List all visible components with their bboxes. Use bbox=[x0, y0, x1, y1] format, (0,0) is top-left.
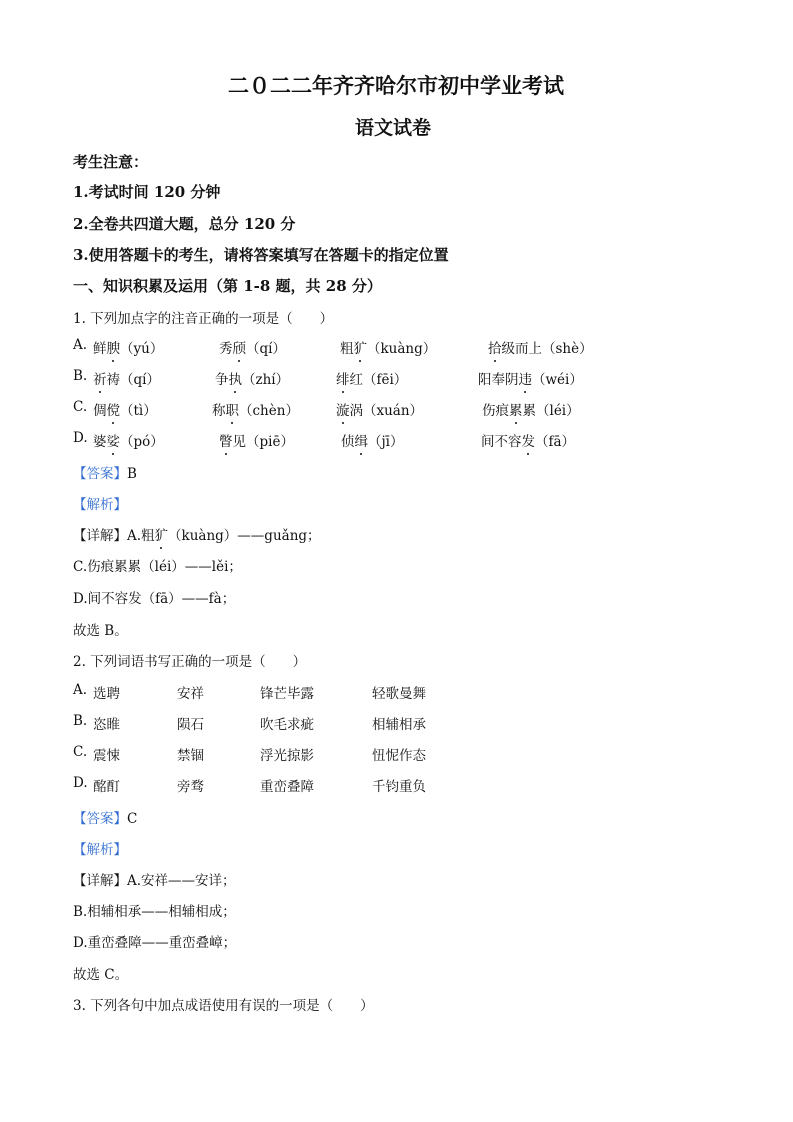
option-item: 称职（chèn） bbox=[212, 399, 299, 419]
option-label: D. bbox=[73, 775, 88, 791]
question-stem: 1. 下列加点字的注音正确的一项是（ ） bbox=[73, 311, 334, 327]
notice-item: 3.使用答题卡的考生，请将答案填写在答题卡的指定位置 bbox=[73, 246, 449, 264]
option-item: 间不容发（fā） bbox=[481, 430, 575, 450]
option-word: 陨石 bbox=[177, 717, 204, 733]
option-word: 相辅相承 bbox=[372, 717, 426, 733]
option-label: C. bbox=[73, 399, 88, 415]
option-label: A. bbox=[73, 682, 88, 698]
option-label: B. bbox=[73, 713, 88, 729]
option-label: B. bbox=[73, 368, 88, 384]
analysis-line: 故选 C。 bbox=[73, 967, 129, 983]
option-word: 恣睢 bbox=[93, 717, 120, 733]
option-word: 酩酊 bbox=[93, 779, 120, 795]
option-item: 婆娑（pó） bbox=[93, 430, 164, 450]
notice-item: 1.考试时间 120 分钟 bbox=[73, 183, 221, 201]
option-item: 漩涡（xuán） bbox=[336, 399, 423, 419]
analysis-label: 【解析】 bbox=[73, 497, 127, 513]
answer-value: B bbox=[127, 466, 137, 482]
option-item: 伤痕累累（léi） bbox=[482, 399, 580, 419]
option-word: 浮光掠影 bbox=[260, 748, 314, 764]
question-stem: 3. 下列各句中加点成语使用有误的一项是（ ） bbox=[73, 998, 374, 1014]
answer-label: 【答案】 bbox=[73, 811, 127, 827]
answer-line bbox=[73, 462, 137, 482]
option-item: 瞥见（piē） bbox=[219, 430, 294, 450]
option-item: 倜傥（tì） bbox=[93, 399, 157, 419]
option-word: 锋芒毕露 bbox=[260, 686, 314, 702]
analysis-line: D.重峦叠障——重峦叠嶂； bbox=[73, 935, 237, 951]
analysis-line: B.相辅相承——相辅相成； bbox=[73, 904, 236, 920]
answer-line bbox=[73, 807, 137, 827]
analysis-line: C.伤痕累累（léi）——lěi； bbox=[73, 559, 242, 575]
analysis-line: 故选 B。 bbox=[73, 623, 128, 639]
option-label: A. bbox=[73, 337, 88, 353]
option-word: 吹毛求疵 bbox=[260, 717, 314, 733]
option-label: D. bbox=[73, 430, 88, 446]
option-word: 旁骛 bbox=[177, 779, 204, 795]
option-item: 祈祷（qí） bbox=[93, 368, 160, 388]
option-item: 拾级而上（shè） bbox=[488, 337, 593, 357]
option-word: 轻歌曼舞 bbox=[372, 686, 426, 702]
option-word: 震悚 bbox=[93, 748, 120, 764]
option-item: 秀颀（qí） bbox=[219, 337, 286, 357]
option-item: 争执（zhí） bbox=[215, 368, 289, 388]
answer-label: 【答案】 bbox=[73, 466, 127, 482]
detail-line: 【详解】A.粗犷（kuàng）——guǎng； bbox=[73, 524, 321, 544]
option-label: C. bbox=[73, 744, 88, 760]
notice-item: 2.全卷共四道大题，总分 120 分 bbox=[73, 215, 296, 233]
option-word: 禁锢 bbox=[177, 748, 204, 764]
section-heading: 一、知识积累及运用（第 1-8 题，共 28 分） bbox=[73, 277, 382, 295]
page-subtitle: 语文试卷 bbox=[355, 117, 432, 139]
option-word: 重峦叠障 bbox=[260, 779, 314, 795]
option-word: 选聘 bbox=[93, 686, 120, 702]
option-word: 千钧重负 bbox=[372, 779, 426, 795]
option-word: 安祥 bbox=[177, 686, 204, 702]
analysis-line: D.间不容发（fā）——fà； bbox=[73, 591, 236, 607]
analysis-label: 【解析】 bbox=[73, 842, 127, 858]
answer-value: C bbox=[127, 811, 138, 827]
option-item: 阳奉阴违（wéi） bbox=[478, 368, 583, 388]
detail-line: 【详解】A.安祥——安详； bbox=[73, 873, 236, 889]
option-item: 侦缉（jī） bbox=[341, 430, 404, 450]
option-item: 粗犷（kuàng） bbox=[340, 337, 436, 357]
option-item: 绯红（fēi） bbox=[336, 368, 407, 388]
option-item: 鲜腴（yú） bbox=[93, 337, 163, 357]
question-stem: 2. 下列词语书写正确的一项是（ ） bbox=[73, 654, 307, 670]
page-title: 二０二二年齐齐哈尔市初中学业考试 bbox=[228, 73, 564, 98]
notice-heading: 考生注意： bbox=[73, 153, 149, 171]
option-word: 忸怩作态 bbox=[372, 748, 426, 764]
